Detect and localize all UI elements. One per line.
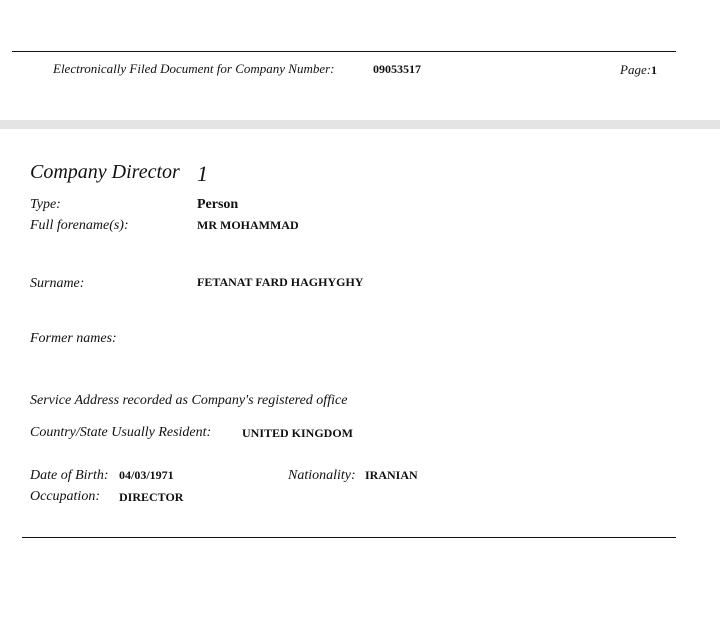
header-top-rule [12, 51, 676, 52]
nationality-value: IRANIAN [365, 468, 418, 482]
occupation-value: DIRECTOR [119, 490, 184, 504]
section-bottom-rule [22, 537, 676, 538]
country-value: UNITED KINGDOM [242, 426, 354, 440]
page-indicator [620, 61, 657, 79]
surname-label: Surname: [30, 276, 85, 291]
country-label: Country/State Usually Resident: [30, 425, 212, 440]
type-label: Type: [30, 197, 61, 212]
dob-value: 04/03/1971 [119, 468, 174, 482]
page-separator-band [0, 120, 720, 129]
type-value: Person [197, 197, 239, 212]
occupation-label: Occupation: [30, 489, 100, 504]
dob-label: Date of Birth: [30, 468, 109, 483]
surname-value: FETANAT FARD HAGHYGHY [197, 275, 364, 289]
nationality-label: Nationality: [288, 468, 356, 483]
section-title: Company Director [30, 161, 180, 183]
service-address-text: Service Address recorded as Company's registered office [30, 393, 348, 408]
forename-value: MR MOHAMMAD [197, 218, 299, 232]
forename-label: Full forename(s): [30, 218, 129, 233]
page-number: 1 [651, 63, 658, 77]
director-number: 1 [197, 161, 208, 186]
company-number: 09053517 [373, 62, 421, 76]
filed-document-label: Electronically Filed Document for Company Number: [53, 61, 335, 76]
former-names-label: Former names: [30, 331, 117, 346]
page-label: Page: [620, 62, 652, 77]
